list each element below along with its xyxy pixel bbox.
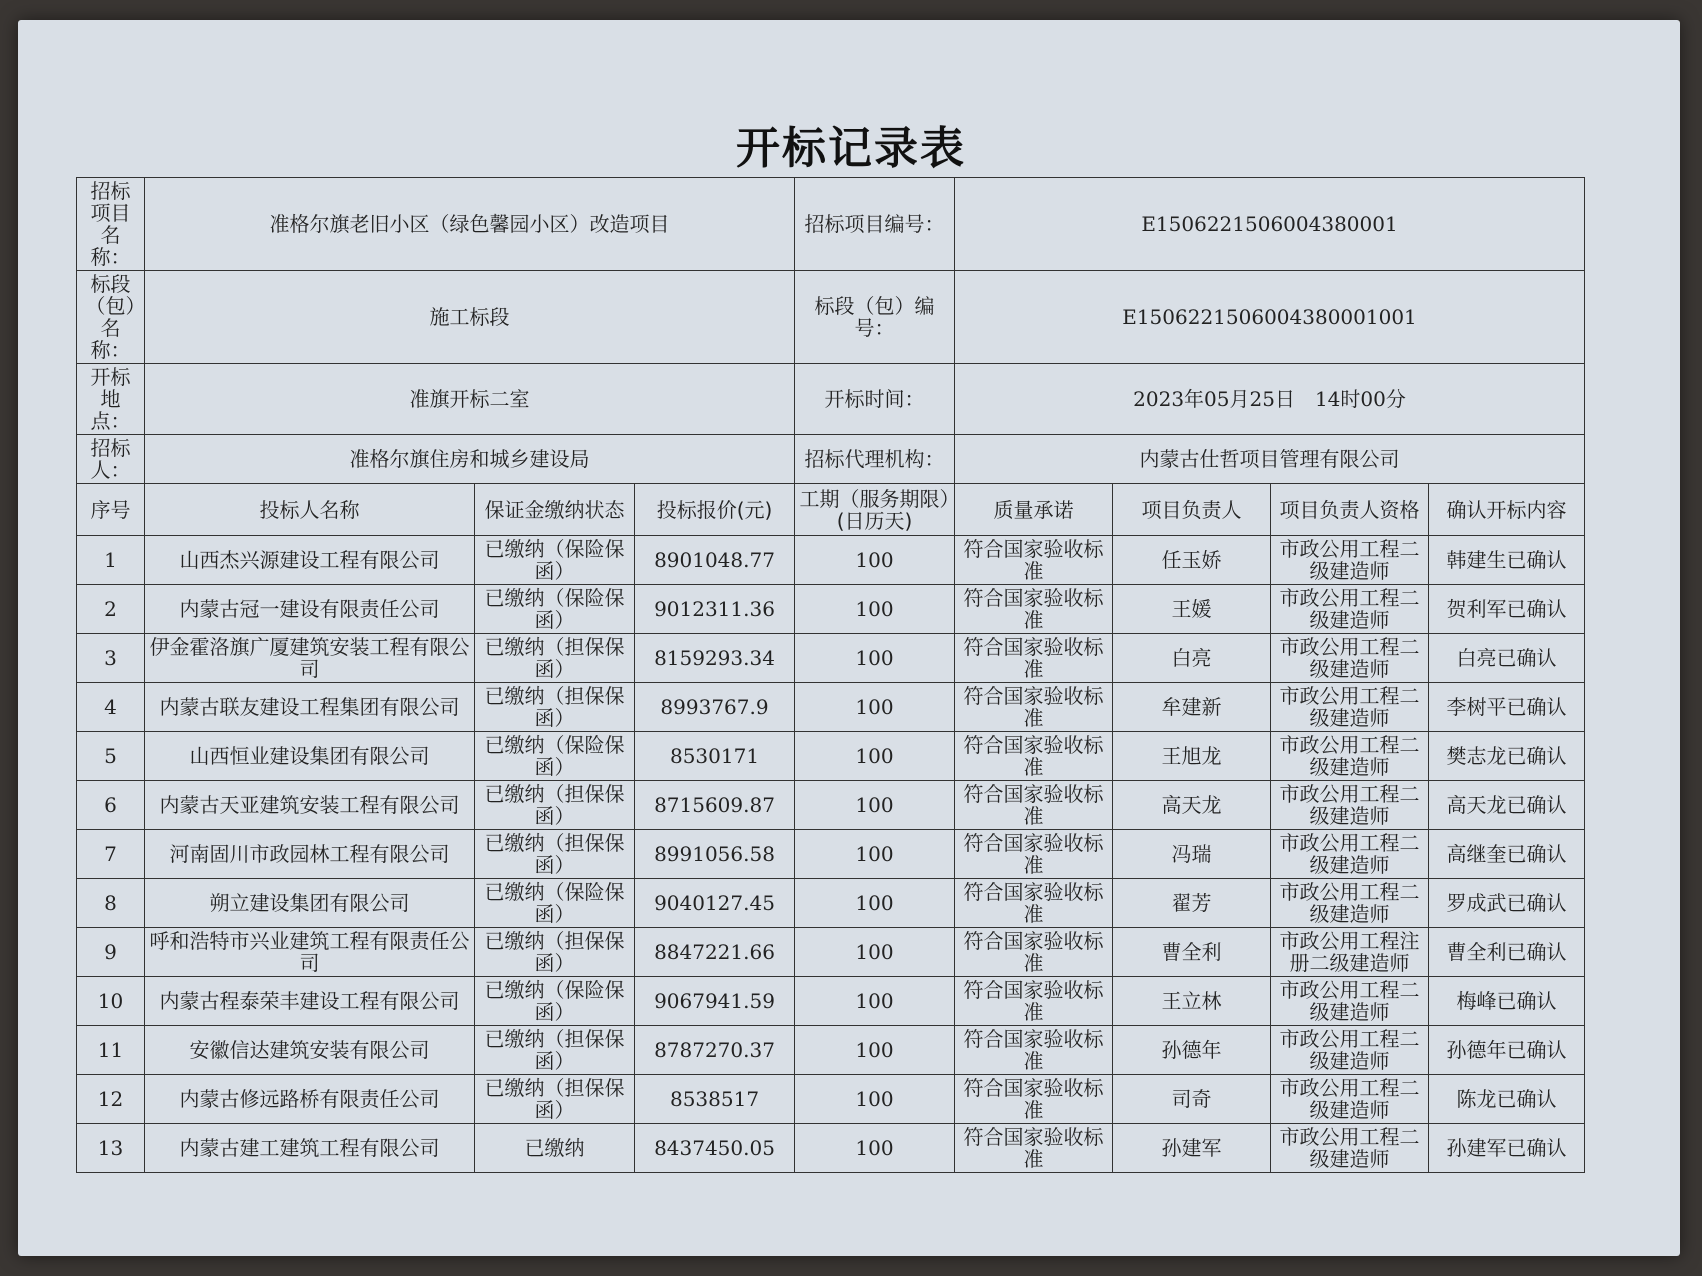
bidder-name: 山西杰兴源建设工程有限公司 [145, 536, 475, 585]
duration-days: 100 [795, 683, 955, 732]
table-row [77, 928, 1585, 977]
duration-days: 100 [795, 634, 955, 683]
column-header: 项目负责人 [1113, 484, 1271, 536]
deposit-status: 已缴纳（担保保函） [475, 781, 635, 830]
row-index: 3 [77, 634, 145, 683]
tenderer: 准格尔旗住房和城乡建设局 [145, 435, 795, 484]
project-manager: 冯瑞 [1113, 830, 1271, 879]
deposit-status: 已缴纳（保险保函） [475, 977, 635, 1026]
manager-qualification: 市政公用工程二级建造师 [1271, 732, 1429, 781]
header-row-project [77, 178, 1585, 271]
bidder-name: 内蒙古修远路桥有限责任公司 [145, 1075, 475, 1124]
table-row [77, 977, 1585, 1026]
confirmation: 贺利军已确认 [1429, 585, 1585, 634]
section-name-label: 标段（包）名称： [77, 271, 145, 364]
duration-days: 100 [795, 1075, 955, 1124]
project-manager: 孙建军 [1113, 1124, 1271, 1173]
column-header: 保证金缴纳状态 [475, 484, 635, 536]
confirmation: 高继奎已确认 [1429, 830, 1585, 879]
quality-commitment: 符合国家验收标准 [955, 1124, 1113, 1173]
bid-price: 9040127.45 [635, 879, 795, 928]
manager-qualification: 市政公用工程二级建造师 [1271, 830, 1429, 879]
deposit-status: 已缴纳（保险保函） [475, 585, 635, 634]
bidder-name: 内蒙古冠一建设有限责任公司 [145, 585, 475, 634]
confirmation: 白亮已确认 [1429, 634, 1585, 683]
quality-commitment: 符合国家验收标准 [955, 781, 1113, 830]
quality-commitment: 符合国家验收标准 [955, 585, 1113, 634]
project-manager: 王旭龙 [1113, 732, 1271, 781]
quality-commitment: 符合国家验收标准 [955, 1075, 1113, 1124]
column-header: 确认开标内容 [1429, 484, 1585, 536]
bidder-name: 安徽信达建筑安装有限公司 [145, 1026, 475, 1075]
column-header: 质量承诺 [955, 484, 1113, 536]
project-manager: 王立林 [1113, 977, 1271, 1026]
column-header: 项目负责人资格 [1271, 484, 1429, 536]
confirmation: 孙建军已确认 [1429, 1124, 1585, 1173]
bid-price: 8538517 [635, 1075, 795, 1124]
quality-commitment: 符合国家验收标准 [955, 1026, 1113, 1075]
table-row [77, 781, 1585, 830]
bid-price: 8530171 [635, 732, 795, 781]
duration-days: 100 [795, 536, 955, 585]
bid-price: 8847221.66 [635, 928, 795, 977]
project-name: 准格尔旗老旧小区（绿色馨园小区）改造项目 [145, 178, 795, 271]
manager-qualification: 市政公用工程二级建造师 [1271, 585, 1429, 634]
row-index: 8 [77, 879, 145, 928]
tenderer-label: 招标人： [77, 435, 145, 484]
section-name: 施工标段 [145, 271, 795, 364]
confirmation: 陈龙已确认 [1429, 1075, 1585, 1124]
manager-qualification: 市政公用工程二级建造师 [1271, 1124, 1429, 1173]
bidder-name: 山西恒业建设集团有限公司 [145, 732, 475, 781]
quality-commitment: 符合国家验收标准 [955, 977, 1113, 1026]
deposit-status: 已缴纳 [475, 1124, 635, 1173]
project-manager: 孙德年 [1113, 1026, 1271, 1075]
project-manager: 白亮 [1113, 634, 1271, 683]
bid-price: 9012311.36 [635, 585, 795, 634]
project-no-label: 招标项目编号： [795, 178, 955, 271]
row-index: 10 [77, 977, 145, 1026]
column-header: 序号 [77, 484, 145, 536]
duration-days: 100 [795, 879, 955, 928]
quality-commitment: 符合国家验收标准 [955, 634, 1113, 683]
table-row [77, 1075, 1585, 1124]
deposit-status: 已缴纳（保险保函） [475, 536, 635, 585]
confirmation: 罗成武已确认 [1429, 879, 1585, 928]
confirmation: 孙德年已确认 [1429, 1026, 1585, 1075]
duration-days: 100 [795, 977, 955, 1026]
deposit-status: 已缴纳（保险保函） [475, 732, 635, 781]
header-row-section [77, 271, 1585, 364]
section-no-label: 标段（包）编号： [795, 271, 955, 364]
location: 准旗开标二室 [145, 364, 795, 435]
header-row-location [77, 364, 1585, 435]
confirmation: 曹全利已确认 [1429, 928, 1585, 977]
bidder-name: 朔立建设集团有限公司 [145, 879, 475, 928]
bid-price: 8437450.05 [635, 1124, 795, 1173]
row-index: 13 [77, 1124, 145, 1173]
agency: 内蒙古仕哲项目管理有限公司 [955, 435, 1585, 484]
row-index: 4 [77, 683, 145, 732]
row-index: 7 [77, 830, 145, 879]
bid-price: 8901048.77 [635, 536, 795, 585]
duration-days: 100 [795, 928, 955, 977]
location-label: 开标地点： [77, 364, 145, 435]
bidder-name: 内蒙古建工建筑工程有限公司 [145, 1124, 475, 1173]
deposit-status: 已缴纳（担保保函） [475, 830, 635, 879]
bid-price: 8159293.34 [635, 634, 795, 683]
duration-days: 100 [795, 781, 955, 830]
confirmation: 高天龙已确认 [1429, 781, 1585, 830]
duration-days: 100 [795, 830, 955, 879]
project-manager: 曹全利 [1113, 928, 1271, 977]
quality-commitment: 符合国家验收标准 [955, 536, 1113, 585]
project-name-label: 招标项目名称： [77, 178, 145, 271]
manager-qualification: 市政公用工程二级建造师 [1271, 1075, 1429, 1124]
quality-commitment: 符合国家验收标准 [955, 683, 1113, 732]
bid-price: 8787270.37 [635, 1026, 795, 1075]
column-header: 投标人名称 [145, 484, 475, 536]
project-manager: 王媛 [1113, 585, 1271, 634]
table-row [77, 634, 1585, 683]
row-index: 2 [77, 585, 145, 634]
duration-days: 100 [795, 1124, 955, 1173]
quality-commitment: 符合国家验收标准 [955, 732, 1113, 781]
table-row [77, 536, 1585, 585]
duration-days: 100 [795, 585, 955, 634]
confirmation: 韩建生已确认 [1429, 536, 1585, 585]
quality-commitment: 符合国家验收标准 [955, 830, 1113, 879]
bidder-name: 内蒙古天亚建筑安装工程有限公司 [145, 781, 475, 830]
manager-qualification: 市政公用工程二级建造师 [1271, 634, 1429, 683]
bidder-name: 河南固川市政园林工程有限公司 [145, 830, 475, 879]
quality-commitment: 符合国家验收标准 [955, 928, 1113, 977]
bid-price: 9067941.59 [635, 977, 795, 1026]
bidder-name: 内蒙古程泰荣丰建设工程有限公司 [145, 977, 475, 1026]
manager-qualification: 市政公用工程二级建造师 [1271, 1026, 1429, 1075]
project-manager: 翟芳 [1113, 879, 1271, 928]
bid-price: 8991056.58 [635, 830, 795, 879]
confirmation: 樊志龙已确认 [1429, 732, 1585, 781]
project-manager: 司奇 [1113, 1075, 1271, 1124]
bid-price: 8715609.87 [635, 781, 795, 830]
manager-qualification: 市政公用工程二级建造师 [1271, 879, 1429, 928]
quality-commitment: 符合国家验收标准 [955, 879, 1113, 928]
table-row [77, 1026, 1585, 1075]
deposit-status: 已缴纳（担保保函） [475, 683, 635, 732]
column-header: 工期（服务期限）(日历天) [795, 484, 955, 536]
bid-price: 8993767.9 [635, 683, 795, 732]
header-row-tenderer [77, 435, 1585, 484]
manager-qualification: 市政公用工程二级建造师 [1271, 781, 1429, 830]
project-manager: 高天龙 [1113, 781, 1271, 830]
deposit-status: 已缴纳（担保保函） [475, 1075, 635, 1124]
table-row [77, 732, 1585, 781]
manager-qualification: 市政公用工程二级建造师 [1271, 977, 1429, 1026]
page-title: 开标记录表 [736, 123, 966, 174]
table-row [77, 683, 1585, 732]
row-index: 6 [77, 781, 145, 830]
table-row [77, 879, 1585, 928]
project-no: E1506221506004380001 [955, 178, 1585, 271]
bidder-name: 呼和浩特市兴业建筑工程有限责任公司 [145, 928, 475, 977]
time-label: 开标时间： [795, 364, 955, 435]
column-header: 投标报价(元) [635, 484, 795, 536]
duration-days: 100 [795, 1026, 955, 1075]
duration-days: 100 [795, 732, 955, 781]
manager-qualification: 市政公用工程二级建造师 [1271, 536, 1429, 585]
section-no: E1506221506004380001001 [955, 271, 1585, 364]
deposit-status: 已缴纳（担保保函） [475, 634, 635, 683]
row-index: 9 [77, 928, 145, 977]
column-header-row [77, 484, 1585, 536]
row-index: 5 [77, 732, 145, 781]
deposit-status: 已缴纳（保险保函） [475, 879, 635, 928]
table-row [77, 585, 1585, 634]
row-index: 12 [77, 1075, 145, 1124]
project-manager: 任玉娇 [1113, 536, 1271, 585]
open-time: 2023年05月25日 14时00分 [955, 364, 1585, 435]
row-index: 11 [77, 1026, 145, 1075]
agency-label: 招标代理机构： [795, 435, 955, 484]
deposit-status: 已缴纳（担保保函） [475, 1026, 635, 1075]
manager-qualification: 市政公用工程注册二级建造师 [1271, 928, 1429, 977]
project-manager: 牟建新 [1113, 683, 1271, 732]
confirmation: 李树平已确认 [1429, 683, 1585, 732]
manager-qualification: 市政公用工程二级建造师 [1271, 683, 1429, 732]
table-row [77, 1124, 1585, 1173]
table-row [77, 830, 1585, 879]
bidder-name: 内蒙古联友建设工程集团有限公司 [145, 683, 475, 732]
deposit-status: 已缴纳（担保保函） [475, 928, 635, 977]
confirmation: 梅峰已确认 [1429, 977, 1585, 1026]
row-index: 1 [77, 536, 145, 585]
bid-opening-record-table [76, 177, 1585, 1173]
bidder-name: 伊金霍洛旗广厦建筑安装工程有限公司 [145, 634, 475, 683]
